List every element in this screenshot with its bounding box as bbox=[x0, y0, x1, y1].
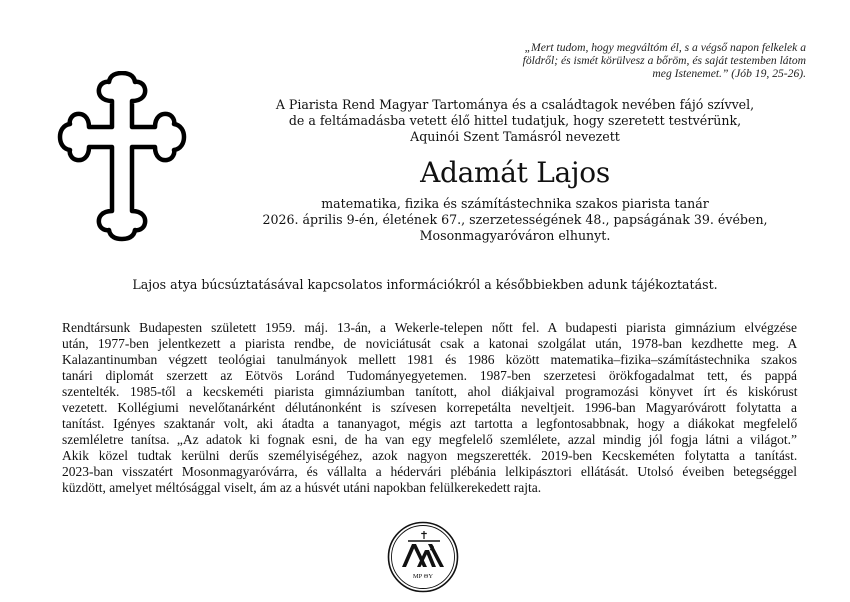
announcement-line: Aquinói Szent Tamásról nevezett bbox=[410, 129, 620, 144]
biography-line: után, 1977-ben jelentkezett a piarista rendbe, de noviciátusát csak a katonai szolgálat után, 1978-ban kezdhette meg. A bbox=[62, 336, 798, 351]
announcement-details bbox=[230, 196, 800, 244]
biography-line: Kalazantinumban végzett teológiai tanulmányok mellett 1981 és 1986 között matematika–fizika–számítástechnika szakos bbox=[62, 352, 797, 367]
detail-line: matematika, fizika és számítástechnika szakos piarista tanár bbox=[321, 196, 709, 211]
biography-line: küzdött, amelyet méltósággal viselt, ám az a húsvét utáni napokban felülkerekedett rajta. bbox=[62, 480, 542, 495]
biography-line: vezetett. Kollégiumi nevelőtanárként délutánonként is szívesen korrepetálta neveltjeit. 1996-ban Magyaróvárott folytatta a bbox=[62, 400, 797, 415]
quote-line: „Mert tudom, hogy megváltóm él, s a végső napon felkelek a bbox=[524, 41, 806, 54]
quote-line: földről; és ismét körülvesz a bőröm, és saját testemben látom bbox=[522, 54, 806, 68]
detail-line: Mosonmagyaróváron elhunyt. bbox=[419, 228, 611, 243]
quote-line: meg Istenemet.” (Jób 19, 25-26). bbox=[652, 67, 806, 81]
orthodox-trefoil-cross-icon bbox=[52, 71, 192, 247]
biography-line: Akik közel tudtak kerülni derűs személyiségéhez, azok nagyon megszerették. 2019-ben Kecskeméten folytatta a tanítást. bbox=[62, 448, 798, 463]
logo-caption: MP ΘY bbox=[412, 573, 434, 580]
biography-line: 2023-ban visszatért Mosonmagyaróvárra, és vállalta a hédervári plébánia lelkipásztori ellátását. Utolsó éveiben betegséggel bbox=[62, 464, 797, 479]
biography-line: szemléletre tanítsa. „Az adatok ki fognak esni, de ha van egy megfelelő szemlélete, azzal mindig jól fogja látni a világot.” bbox=[62, 432, 797, 447]
biography-line: Rendtársunk Budapesten született 1959. máj. 13-án, a Wekerle-telepen nőtt fel. A budapesti piarista gimnázium elvégzése bbox=[62, 320, 797, 335]
deceased-name: Adamát Lajos bbox=[420, 156, 610, 189]
biography-line: tanári diplomát szerzett az Eötvös Loránd Tudományegyetemen. 1987-ben szerzetesi örökfogadalmat tett, és pappá bbox=[62, 368, 797, 383]
announcement-line: de a feltámadásba vetett élő hittel tudatjuk, hogy szeretett testvérünk, bbox=[288, 113, 742, 128]
piarist-monogram-logo-icon bbox=[387, 521, 459, 593]
biography-line: tanítást. Igényes szaktanár volt, aki átadta a tananyagot, mégis azt tartotta a legfontosabbnak, hogy a diákokat megfelelő bbox=[62, 416, 798, 431]
announcement-intro bbox=[230, 97, 800, 145]
biography-paragraph bbox=[62, 320, 797, 496]
funeral-notice: Lajos atya búcsúztatásával kapcsolatos információkról a későbbiekben adunk tájékoztatást. bbox=[132, 277, 718, 292]
biography-line: szentelték. 1985-től a kecskeméti piarista gimnáziumban tanított, ahol diákjaival programozási könyvet írt és kiskórust bbox=[62, 384, 798, 399]
detail-line: 2026. április 9-én, életének 67., szerzetességének 48., papságának 39. évében, bbox=[262, 212, 768, 227]
announcement-line: A Piarista Rend Magyar Tartománya és a családtagok nevében fájó szívvel, bbox=[275, 97, 755, 112]
bible-quote bbox=[466, 41, 806, 81]
logo-cross-icon bbox=[421, 531, 427, 539]
logo-monogram bbox=[402, 544, 444, 567]
